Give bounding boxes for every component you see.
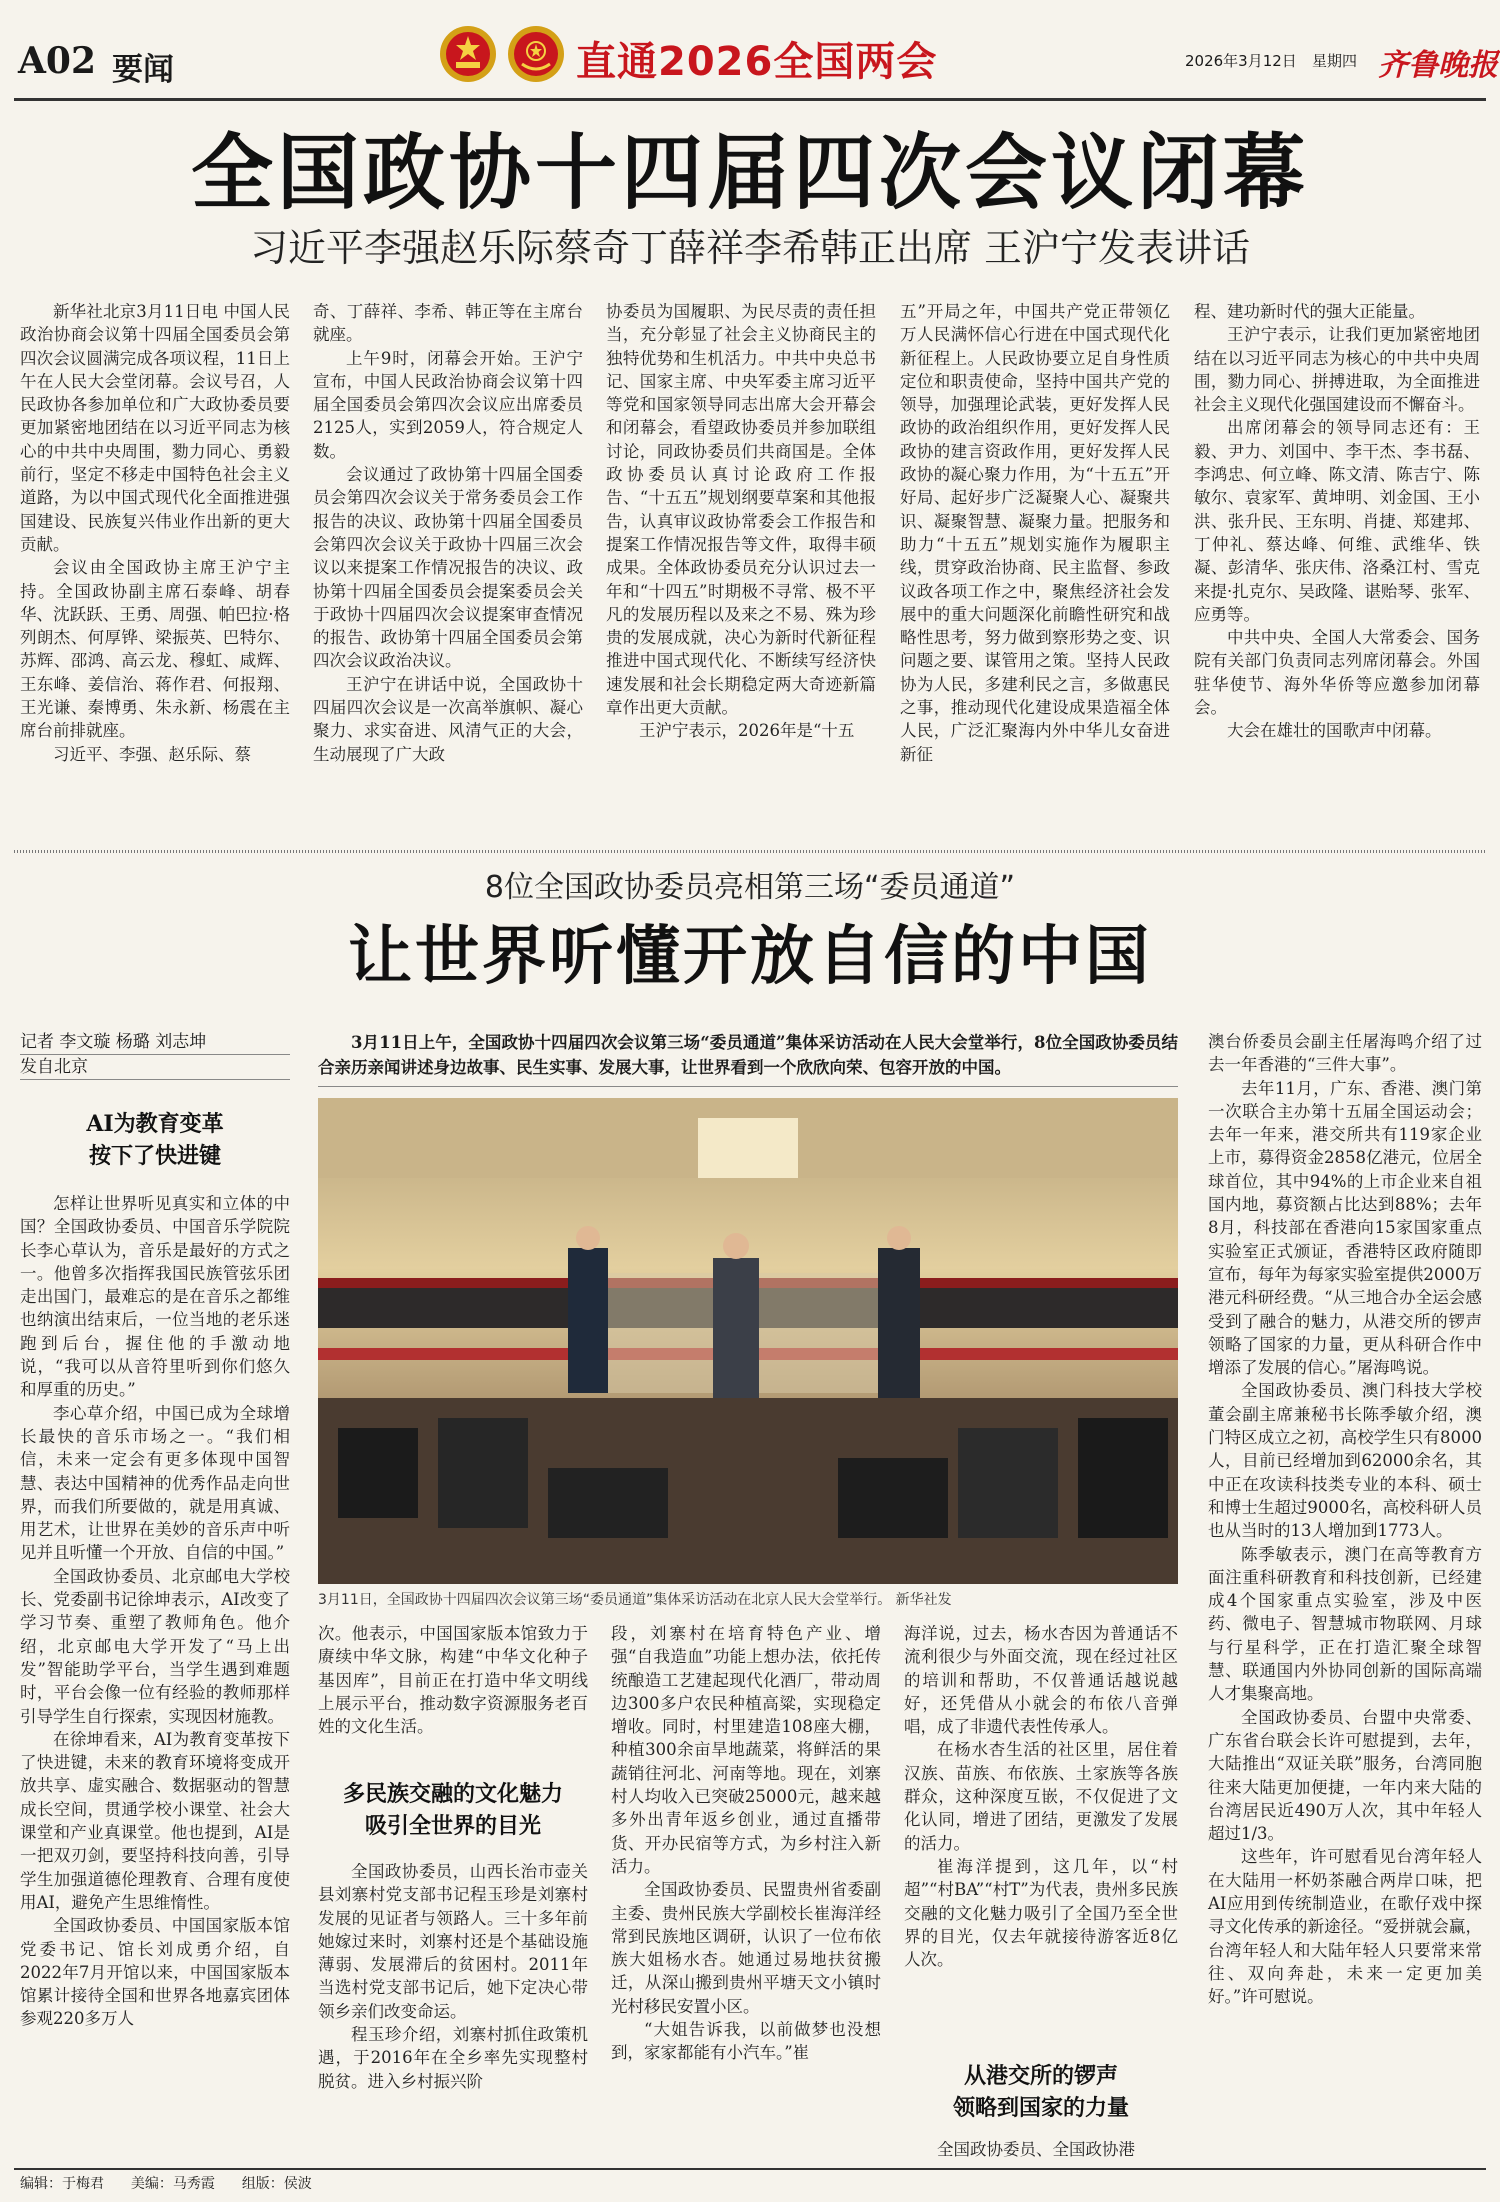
paragraph: 全国政协委员、北京邮电大学校长、党委副书记徐坤表示，AI改变了学习节奏、重塑了教师角色。他介绍，北京邮电大学开发了“马上出发”智能助学平台，当学生遇到难题时，平台会像一位有经验的教师那样引导学生自行探索，实现因材施教。 [20,1566,290,1726]
paragraph: 崔海洋提到，这几年，以“村超”“村BA”“村T”为代表，贵州多民族交融的文化魅力吸引了全国乃至全世界的目光，仅去年就接待游客近8亿人次。 [904,1856,1178,1970]
paragraph: 次。他表示，中国国家版本馆致力于赓续中华文脉，构建“中华文化种子基因库”，目前正在打造中华文明线上展示平台，推动数字资源服务老百姓的文化生活。 [318,1624,588,1737]
story2-column-4 [904,1622,1178,1971]
footer-proofreader: 组版：侯波 [241,2176,312,2192]
paragraph: 在杨水杏生活的社区里，居住着汉族、苗族、布依族、土家族等各族群众，这种深度互嵌，不仅促进了文化认同，增进了团结，更激发了发展的活力。 [904,1740,1178,1853]
story1-headline: 全国政协十四届四次会议闭幕 [190,125,1309,221]
issue-date: 2026年3月12日 [1185,52,1297,70]
paragraph: 全国政协委员、全国政协港 [937,2140,1135,2159]
paragraph: 李心草介绍，中国已成为全球增长最快的音乐市场之一。“我们相信，未来一定会有更多体现中国智慧、表达中国精神的优秀作品走向世界，而我们所要做的，就是用真诚、用艺术，让世界在美妙的音乐声中听见并且听懂一个开放、自信的中国。” [20,1403,290,1563]
news-photo [318,1098,1178,1584]
paragraph: 段，刘寨村在培育特色产业、增强“自我造血”功能上想办法，依托传统酿造工艺建起现代化酒厂，带动周边300多户农民种植高粱，实现稳定增收。同时，村里建造108座大棚，种植300余亩旱地蔬菜，将鲜活的果蔬销往河北、河南等地。现在，刘寨村人均收入已突破25000元，越来越多外出青年返乡创业，通过直播带货、开办民宿等方式，为乡村注入新活力。 [611,1624,881,1876]
footer-credits [20,2174,312,2194]
subhead-ethnic-culture: 多民族交融的文化魅力 吸引全世界的目光 [342,1781,563,1839]
paragraph: 全国政协委员、中国国家版本馆党委书记、馆长刘成勇介绍，自2022年7月开馆以来，中国国家版本馆累计接待全国和世界各地嘉宾团体参观220多万人 [20,1916,290,2029]
paragraph: 会议由全国政协主席王沪宁主持。全国政协副主席石泰峰、胡春华、沈跃跃、王勇、周强、帕巴拉·格列朗杰、何厚铧、梁振英、巴特尔、苏辉、邵鸿、高云龙、穆虹、咸辉、王东峰、姜信治、蒋作君、何报翔、王光谦、秦博勇、朱永新、杨震在主席台前排就座。 [20,558,290,741]
story2-column-5 [1208,1030,1482,2008]
story2-column-4b [904,2138,1178,2161]
page-number: A02 [18,40,97,82]
paragraph: 程、建功新时代的强大正能量。 [1194,302,1425,321]
story2-column-2b [318,1860,588,2093]
footer-designer: 美编：马秀霞 [130,2176,215,2192]
paragraph: 出席闭幕会的领导同志还有：王毅、尹力、刘国中、李干杰、李书磊、李鸿忠、何立峰、陈文清、陈吉宁、陈敏尔、袁家军、黄坤明、刘金国、王小洪、张升民、王东明、肖捷、郑建邦、丁仲礼、蔡达峰、何维、武维华、铁凝、彭清华、张庆伟、洛桑江村、雪克来提·扎克尔、吴政隆、谌贻琴、张军、应勇等。 [1194,418,1480,624]
paragraph: 陈季敏表示，澳门在高等教育方面注重科研教育和科技创新，已经建成4个国家重点实验室，涉及中医药、微电子、智慧城市物联网、月球与行星科学，正在打造汇聚全球智慧、联通国内外协同创新的国际高端人才集聚高地。 [1208,1544,1482,1704]
story2-kicker: 8位全国政协委员亮相第三场“委员通道” [484,870,1016,905]
section-name: 要闻 [112,52,174,88]
paragraph: 协委员为国履职、为民尽责的责任担当，充分彰显了社会主义协商民主的独特优势和生机活力。中共中央总书记、国家主席、中央军委主席习近平等党和国家领导同志出席大会开幕会和闭幕会，看望政协委员并参加联组讨论，同政协委员们共商国是。全体政协委员认真讨论政府工作报告、“十五五”规划纲要草案和其他报告，认真审议政协常委会工作报告和提案工作情况报告等文件，取得丰硕成果。全体政协委员充分认识过去一年和“十四五”时期极不寻常、极不平凡的发展历程以及来之不易、殊为珍贵的发展成就，决心为新时代新征程推进中国式现代化、不断续写经济快速发展和社会长期稳定两大奇迹新篇章作出更大贡献。 [606,302,876,718]
paragraph: 王沪宁表示，让我们更加紧密地团结在以习近平同志为核心的中共中央周围，勠力同心、拼搏进取，为全面推进社会主义现代化强国建设而不懈奋斗。 [1194,325,1480,415]
byline-dateline: 发自北京 [20,1055,290,1080]
subhead-ai-education: AI为教育变革 按下了快进键 [86,1111,224,1169]
paragraph: 全国政协委员，山西长治市壶关县刘寨村党支部书记程玉珍是刘寨村发展的见证者与领路人。三十多年前她嫁过来时，刘寨村还是个基础设施薄弱、发展滞后的贫困村。2011年当选村党支部书记后，她下定决心带领乡亲们改变命运。 [318,1862,588,2021]
story2-column-1 [20,1192,290,2031]
paragraph: 王沪宁表示，2026年是“十五 [639,721,855,741]
story1-subheadline: 习近平李强赵乐际蔡奇丁薛祥李希韩正出席 王沪宁发表讲话 [249,226,1251,270]
national-emblem-icon [438,24,498,84]
paper-logo: 齐鲁晚报 [1378,48,1498,83]
subhead-hk-exchange: 从港交所的锣声 领略到国家的力量 [952,2063,1129,2121]
paragraph: 全国政协委员、澳门科技大学校董会副主席兼秘书长陈季敏介绍，澳门特区成立之初，高校学生只有8000人，目前已经增加到62000余名，其中正在攻读科技类专业的本科、硕士和博士生超过9000名，高校科研人员也从当时的13人增加到1773人。 [1208,1381,1482,1541]
paragraph: 新华社北京3月11日电 中国人民政治协商会议第十四届全国委员会第四次会议圆满完成各项议程，11日上午在人民大会堂闭幕。会议号召，人民政协各参加单位和广大政协委员要更加紧密地团结在以习近平同志为核心的中共中央周围，勠力同心、勇毅前行，坚定不移走中国特色社会主义道路，为以中国式现代化全面推进强国建设、民族复兴伟业作出新的更大贡献。 [20,302,290,554]
paragraph: 全国政协委员、民盟贵州省委副主委、贵州民族大学副校长崔海洋经常到民族地区调研，认识了一位布依族大姐杨水杏。她通过易地扶贫搬迁，从深山搬到贵州平塘天文小镇时光村移民安置小区。 [611,1880,881,2016]
paragraph: 澳台侨委员会副主任屠海鸣介绍了过去一年香港的“三件大事”。 [1208,1032,1482,1075]
banner-title: 直通2026全国两会 [576,39,938,85]
story1-column-1 [20,300,290,766]
paragraph: 这些年，许可慰看见台湾年轻人在大陆用一杯奶茶融合两岸口味，把AI应用到传统制造业，在歌仔戏中探寻文化传承的新途径。“爱拼就会赢，台湾年轻人和大陆年轻人只要常来常往、双向奔赴，未来一定更加美好。”许可慰说。 [1208,1847,1482,2007]
masthead [0,0,1500,100]
footer-editor: 编辑：于梅君 [20,2176,104,2192]
paragraph: 五”开局之年，中国共产党正带领亿万人民满怀信心行进在中国式现代化新征程上。人民政协要立足自身性质定位和职责使命，坚持中国共产党的领导，加强理论武装，更好发挥人民政协的政治组织作用，更好发挥人民政协的建言资政作用，更好发挥人民政协的凝心聚力作用，为“十五五”开好局、起好步广泛凝聚人心、凝聚共识、凝聚智慧、凝聚力量。把服务和助力“十五五”规划实施作为履职主线，贯穿政治协商、民主监督、参政议政各项工作之中，聚焦经济社会发展中的重大问题深化前瞻性研究和战略性思考，努力做到察形势之变、识问题之要、谋管用之策。坚持人民政协为人民，多建利民之言，多做惠民之事，推动现代化建设成果造福全体人民，广泛汇聚海内外中华儿女奋进新征 [900,302,1170,764]
paragraph: 全国政协委员、台盟中央常委、广东省台联会长许可慰提到，去年，大陆推出“双证关联”服务，台湾同胞往来大陆更加便捷，一年内来大陆的台湾居民近490万人次，其中年轻人超过1/3。 [1208,1707,1482,1844]
story2-headline: 让世界听懂开放自信的中国 [348,919,1152,994]
paragraph: 上午9时，闭幕会开始。王沪宁宣布，中国人民政治协商会议第十四届全国委员会第四次会议应出席委员2125人，实到2059人，符合规定人数。 [313,348,583,461]
byline [20,1030,290,1080]
issue-weekday: 星期四 [1312,52,1358,70]
paragraph: 在徐坤看来，AI为教育变革按下了快进键，未来的教育环境将变成开放共享、虚实融合、数据驱动的智慧成长空间，贯通学校小课堂、社会大课堂和产业真课堂。他也提到，AI是一把双刃剑，要坚持科技向善，引导学生加强道德伦理教育、合理有度使用AI，避免产生思维惰性。 [20,1729,290,1912]
cppcc-emblem-icon [506,24,566,84]
story2-column-3 [611,1622,881,2065]
byline-reporters: 记者 李文璇 杨璐 刘志坤 [20,1030,290,1055]
paragraph: 海洋说，过去，杨水杏因为普通话不流利很少与外面交流，现在经过社区的培训和帮助，不仅普通话越说越好，还凭借从小就会的布依八音弹唱，成了非遗代表性传承人。 [904,1624,1178,1737]
story1-column-4 [900,300,1170,766]
masthead-rule [14,98,1486,101]
paragraph: 去年11月，广东、香港、澳门第一次联合主办第十五届全国运动会；去年一年来，港交所共有119家企业上市，募得资金2858亿港元，位居全球首位，其中94%的上市企业来自祖国内地，募资额占比达到88%；去年8月，科技部在香港向15家国家重点实验室正式颁证，香港特区政府随即宣布，每年为每家实验室提供2000万港元科研经费。“从三地合办全运会感受到了融合的魅力，从港交所的锣声领略了国家的力量，更从科研合作中增添了发展的信心。”屠海鸣说。 [1208,1078,1482,1378]
paragraph: 习近平、李强、赵乐际、蔡 [53,744,251,764]
photo-caption: 3月11日，全国政协十四届四次会议第三场“委员通道”集体采访活动在北京人民大会堂举行。 新华社发 [318,1592,952,1608]
paragraph: 会议通过了政协第十四届全国委员会第四次会议关于常务委员会工作报告的决议、政协第十四届全国委员会第四次会议关于政协十四届三次会议以来提案工作情况报告的决议、政协第十四届全国委员会提案委员会关于政协十四届四次会议提案审查情况的报告、政协第十四届全国委员会第四次会议政治决议。 [313,465,583,671]
story1-column-5 [1194,300,1480,743]
paragraph: 中共中央、全国人大常委会、国务院有关部门负责同志列席闭幕会。外国驻华使节、海外华侨等应邀参加闭幕会。 [1194,628,1480,718]
story2-lead: 3月11日上午，全国政协十四届四次会议第三场“委员通道”集体采访活动在人民大会堂举行，8位全国政协委员结合亲历亲闻讲述身边故事、民生实事、发展大事，让世界看到一个欣欣向荣、包容开放的中国。 [318,1030,1178,1087]
story-divider [14,850,1486,853]
paragraph: 奇、丁薛祥、李希、韩正等在主席台就座。 [313,302,583,345]
paragraph: 大会在雄壮的国歌声中闭幕。 [1227,721,1442,741]
footer-rule [14,2168,1486,2170]
paragraph: 王沪宁在讲话中说，全国政协十四届四次会议是一次高举旗帜、凝心聚力、求实奋进、风清气正的大会，生动展现了广大政 [313,674,583,764]
story1-column-2 [313,300,583,766]
paragraph: “大姐告诉我，以前做梦也没想到，家家都能有小汽车。”崔 [611,2020,881,2063]
story2-column-2 [318,1622,588,1738]
story1-column-3 [606,300,876,743]
paragraph: 程玉珍介绍，刘寨村抓住政策机遇，于2016年在全乡率先实现整村脱贫。进入乡村振兴阶 [318,2025,588,2091]
paragraph: 怎样让世界听见真实和立体的中国？全国政协委员、中国音乐学院院长李心草认为，音乐是最好的方式之一。他曾多次指挥我国民族管弦乐团走出国门，最难忘的是在音乐之都维也纳演出结束后，一位当地的老乐迷跑到后台，握住他的手激动地说，“我可以从音符里听到你们悠久和厚重的历史。” [20,1194,290,1400]
